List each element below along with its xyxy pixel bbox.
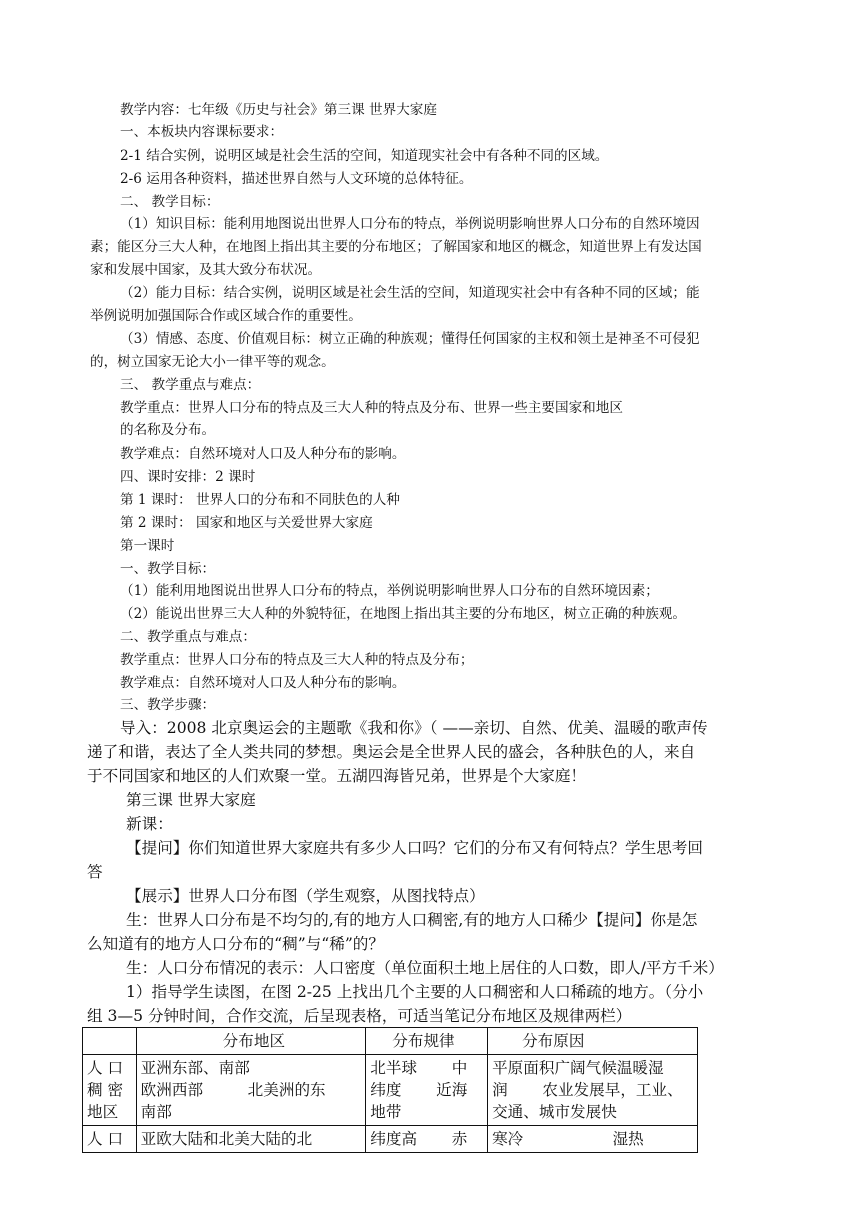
section-heading: 三、教学步骤：: [120, 697, 216, 713]
paragraph-line: 生：世界人口分布是不均匀的,有的地方人口稠密,有的地方人口稀少【提问】你是怎: [126, 911, 698, 929]
table-cell: 寒冷 湿热: [488, 1126, 698, 1153]
table-cell: 人 口 稠 密 地区: [83, 1055, 137, 1126]
table-cell: 人 口: [83, 1126, 137, 1153]
paragraph-line: 举例说明加强国际合作或区域合作的重要性。: [90, 308, 362, 324]
paragraph-line: 的名称及分布。: [120, 422, 216, 438]
paragraph-line: （1）能利用地图说出世界人口分布的特点，举例说明影响世界人口分布的自然环境因素；: [120, 583, 659, 599]
paragraph-line: 教学重点：世界人口分布的特点及三大人种的特点及分布、世界一些主要国家和地区: [120, 400, 623, 416]
paragraph-line: 教学难点：自然环境对人口及人种分布的影响。: [120, 446, 406, 462]
table-header-cell: 分布地区: [136, 1028, 366, 1055]
paragraph-line: 导入：2008 北京奥运会的主题歌《我和你》（ ——亲切、自然、优美、温暖的歌声传: [120, 719, 708, 737]
table-header-row: [83, 1028, 698, 1055]
table-cell: 亚洲东部、南部 欧洲西部 北美洲的东 南部: [136, 1055, 366, 1126]
population-distribution-table: [82, 1027, 698, 1153]
paragraph-line: 1）指导学生读图，在图 2-25 上找出几个主要的人口稠密和人口稀疏的地方。（分小: [126, 983, 704, 1001]
section-heading: 三、 教学重点与难点：: [120, 377, 261, 393]
paragraph-line: 家和发展中国家，及其大致分布状况。: [90, 262, 322, 278]
paragraph-line: 素；能区分三大人种，在地图上指出其主要的分布地区；了解国家和地区的概念，知道世界上有发达国: [90, 239, 702, 255]
table-row: [83, 1055, 698, 1126]
section-heading: 四、课时安排：2 课时: [120, 469, 256, 485]
subheading: 第一课时: [120, 538, 175, 554]
table-header-cell: 分布原因: [488, 1028, 698, 1055]
section-heading: 二、 教学目标：: [120, 194, 220, 210]
paragraph-line: 生：人口分布情况的表示：人口密度（单位面积土地上居住的人口数，即人/平方千米）: [126, 959, 724, 977]
paragraph-line: 的，树立国家无论大小一律平等的观念。: [90, 354, 335, 370]
section-heading: 一、教学目标：: [120, 561, 216, 577]
paragraph-line: （3）情感、态度、价值观目标：树立正确的种族观；懂得任何国家的主权和领土是神圣不可侵犯: [120, 331, 700, 347]
paragraph-line: 么知道有的地方人口分布的“稠”与“稀”的？: [87, 935, 384, 953]
table-cell: 纬度高 赤: [366, 1126, 488, 1153]
paragraph-line: 【展示】世界人口分布图（学生观察，从图找特点）: [126, 887, 485, 905]
paragraph-line: 于不同国家和地区的人们欢聚一堂。五湖四海皆兄弟，世界是个大家庭！: [87, 767, 587, 785]
lesson-heading: 第三课 世界大家庭: [126, 791, 256, 809]
paragraph-line: （2）能说出世界三大人种的外貌特征，在地图上指出其主要的分布地区，树立正确的种族观。: [120, 606, 686, 622]
table-header-cell: [83, 1028, 137, 1055]
paragraph-line: （1）知识目标：能利用地图说出世界人口分布的特点，举例说明影响世界人口分布的自然环境因: [120, 216, 700, 232]
paragraph-line: 第 2 课时： 国家和地区与关爱世界大家庭: [120, 515, 373, 531]
paragraph-line: 【提问】你们知道世界大家庭共有多少人口吗？它们的分布又有何特点？学生思考回: [126, 839, 703, 857]
table-cell: 亚欧大陆和北美大陆的北: [136, 1126, 366, 1153]
paragraph-line: 教学重点：世界人口分布的特点及三大人种的特点及分布；: [120, 652, 474, 668]
paragraph-line: 新课：: [126, 815, 173, 833]
table-row: [83, 1126, 698, 1153]
paragraph-line: 答: [87, 863, 103, 881]
section-heading: 二、教学重点与难点：: [120, 629, 256, 645]
paragraph-line: （2）能力目标：结合实例，说明区域是社会生活的空间，知道现实社会中有各种不同的区域；能: [120, 285, 700, 301]
lesson-title: 教学内容：七年级《历史与社会》第三课 世界大家庭: [120, 102, 437, 118]
paragraph-line: 第 1 课时： 世界人口的分布和不同肤色的人种: [120, 492, 400, 508]
table-cell: 平原面积广阔气候温暖湿 润 农业发展早，工业、 交通、城市发展快: [488, 1055, 698, 1126]
section-heading: 一、本板块内容课标要求：: [120, 124, 284, 140]
paragraph-line: 教学难点：自然环境对人口及人种分布的影响。: [120, 675, 406, 691]
table-header-cell: 分布规律: [366, 1028, 488, 1055]
paragraph-line: 递了和谐，表达了全人类共同的梦想。奥运会是全世界人民的盛会，各种肤色的人，来自: [87, 743, 696, 761]
standard-item: 2-1 结合实例，说明区域是社会生活的空间，知道现实社会中有各种不同的区域。: [120, 148, 609, 164]
standard-item: 2-6 运用各种资料，描述世界自然与人文环境的总体特征。: [120, 171, 473, 187]
paragraph-line: 组 3—5 分钟时间，合作交流，后呈现表格，可适当笔记分布地区及规律两栏）: [87, 1007, 632, 1025]
table-cell: 北半球 中 纬度 近海 地带: [366, 1055, 488, 1126]
